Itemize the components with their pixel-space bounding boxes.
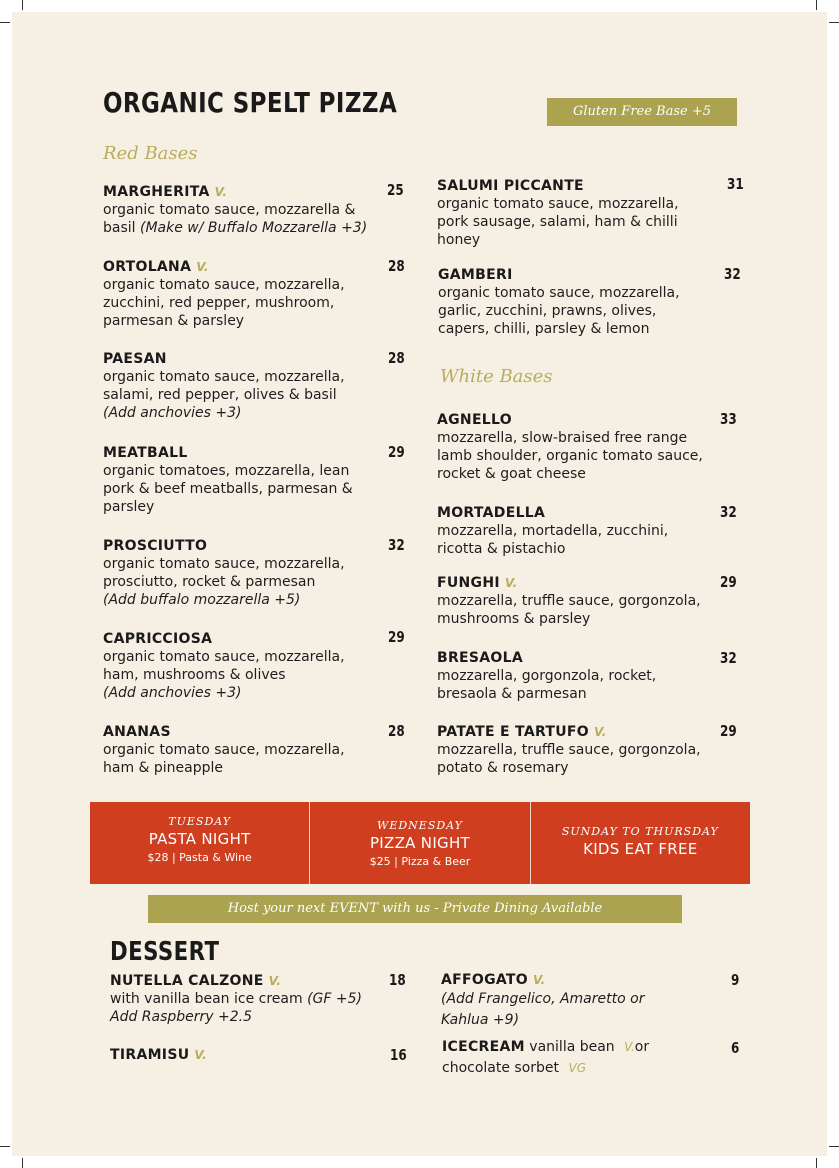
dessert-title: DESSERT (110, 937, 220, 967)
menu-item-salumi-piccante: SALUMI PICCANTE organic tomato sauce, mozzarella, pork sausage, salami, ham & chilli honey (437, 178, 679, 248)
price-prosciutto: 32 (388, 536, 405, 554)
menu-item-ortolana: ORTOLANA V. organic tomato sauce, mozzarella, zucchini, red pepper, mushroom, parmesan & parsley (103, 259, 345, 329)
menu-item-gamberi: GAMBERI organic tomato sauce, mozzarella, garlic, zucchini, prawns, olives, capers, chilli, parsley & lemon (438, 267, 680, 337)
vegetarian-icon: V. (624, 1040, 635, 1054)
price-meatball: 29 (388, 443, 405, 461)
vegetarian-icon: V. (194, 1048, 207, 1062)
vegetarian-icon: V. (268, 974, 282, 988)
menu-item-bresaola: BRESAOLA mozzarella, gorgonzola, rocket, bresaola & parmesan (437, 650, 657, 702)
price-margherita: 25 (387, 181, 404, 199)
price-agnello: 33 (720, 410, 737, 428)
promo-tuesday: TUESDAY PASTA NIGHT $28 | Pasta & Wine (90, 802, 310, 884)
menu-item-icecream: ICECREAM vanilla bean V.or chocolate sorbet VG (442, 1039, 650, 1076)
price-affogato: 9 (731, 971, 740, 989)
menu-item-prosciutto: PROSCIUTTO organic tomato sauce, mozzarella, prosciutto, rocket & parmesan (Add buffalo mozzarella +5) (103, 538, 345, 608)
price-tiramisu: 16 (390, 1046, 407, 1064)
vegetarian-icon: V. (196, 260, 209, 274)
menu-item-affogato: AFFOGATO V. (Add Frangelico, Amaretto or Kahlua +9) (441, 972, 645, 1028)
menu-item-patate-e-tartufo: PATATE E TARTUFO V. mozzarella, truffle sauce, gorgonzola, potato & rosemary (437, 724, 701, 776)
vegetarian-icon: V. (532, 973, 546, 987)
menu-item-agnello: AGNELLO mozzarella, slow-braised free range lamb shoulder, organic tomato sauce, rocket & goat cheese (437, 412, 703, 482)
crop-mark (22, 0, 23, 10)
price-icecream: 6 (731, 1039, 740, 1057)
crop-mark (816, 1158, 817, 1168)
crop-mark (0, 22, 10, 23)
price-ortolana: 28 (388, 257, 405, 275)
price-capricciosa: 29 (388, 628, 405, 646)
price-salumi-piccante: 31 (727, 175, 744, 193)
price-ananas: 28 (388, 722, 405, 740)
menu-item-funghi: FUNGHI V. mozzarella, truffle sauce, gorgonzola, mushrooms & parsley (437, 575, 701, 627)
gluten-free-badge: Gluten Free Base +5 (547, 98, 737, 126)
vegan-icon: VG (568, 1061, 586, 1075)
promo-kids: SUNDAY TO THURSDAY KIDS EAT FREE (561, 825, 719, 858)
red-bases-heading: Red Bases (103, 143, 198, 164)
price-gamberi: 32 (724, 265, 741, 283)
menu-item-tiramisu: TIRAMISU V. (110, 1047, 207, 1063)
price-bresaola: 32 (720, 649, 737, 667)
menu-item-paesan: PAESAN organic tomato sauce, mozzarella, salami, red pepper, olives & basil (Add anchovies +3) (103, 351, 345, 421)
event-banner: Host your next EVENT with us - Private Dining Available (148, 895, 682, 923)
menu-item-mortadella: MORTADELLA mozzarella, mortadella, zucchini, ricotta & pistachio (437, 505, 669, 557)
white-bases-heading: White Bases (440, 366, 553, 387)
promo-bar (90, 802, 750, 884)
menu-item-ananas: ANANAS organic tomato sauce, mozzarella, ham & pineapple (103, 724, 345, 776)
promo-wednesday: WEDNESDAY PIZZA NIGHT $25 | Pizza & Beer (310, 802, 530, 884)
vegetarian-icon: V. (594, 725, 607, 739)
price-patate-e-tartufo: 29 (720, 722, 737, 740)
menu-item-meatball: MEATBALL organic tomatoes, mozzarella, lean pork & beef meatballs, parmesan & parsley (103, 445, 353, 515)
crop-mark (22, 1158, 23, 1168)
crop-mark (0, 1146, 10, 1147)
vegetarian-icon: V. (504, 576, 518, 590)
vegetarian-icon: V. (214, 185, 228, 199)
price-nutella-calzone: 18 (389, 971, 406, 989)
price-paesan: 28 (388, 349, 405, 367)
page-title: ORGANIC SPELT PIZZA (103, 86, 398, 119)
crop-mark (829, 22, 839, 23)
price-funghi: 29 (720, 573, 737, 591)
menu-item-capricciosa: CAPRICCIOSA organic tomato sauce, mozzarella, ham, mushrooms & olives (Add anchovies +3) (103, 631, 345, 701)
crop-mark (829, 1146, 839, 1147)
price-mortadella: 32 (720, 503, 737, 521)
menu-item-nutella-calzone: NUTELLA CALZONE V. with vanilla bean ice cream (GF +5) Add Raspberry +2.5 (110, 973, 362, 1025)
crop-mark (816, 0, 817, 10)
menu-item-margherita: MARGHERITA V. organic tomato sauce, mozzarella & basil (Make w/ Buffalo Mozzarella +3) (103, 184, 368, 236)
